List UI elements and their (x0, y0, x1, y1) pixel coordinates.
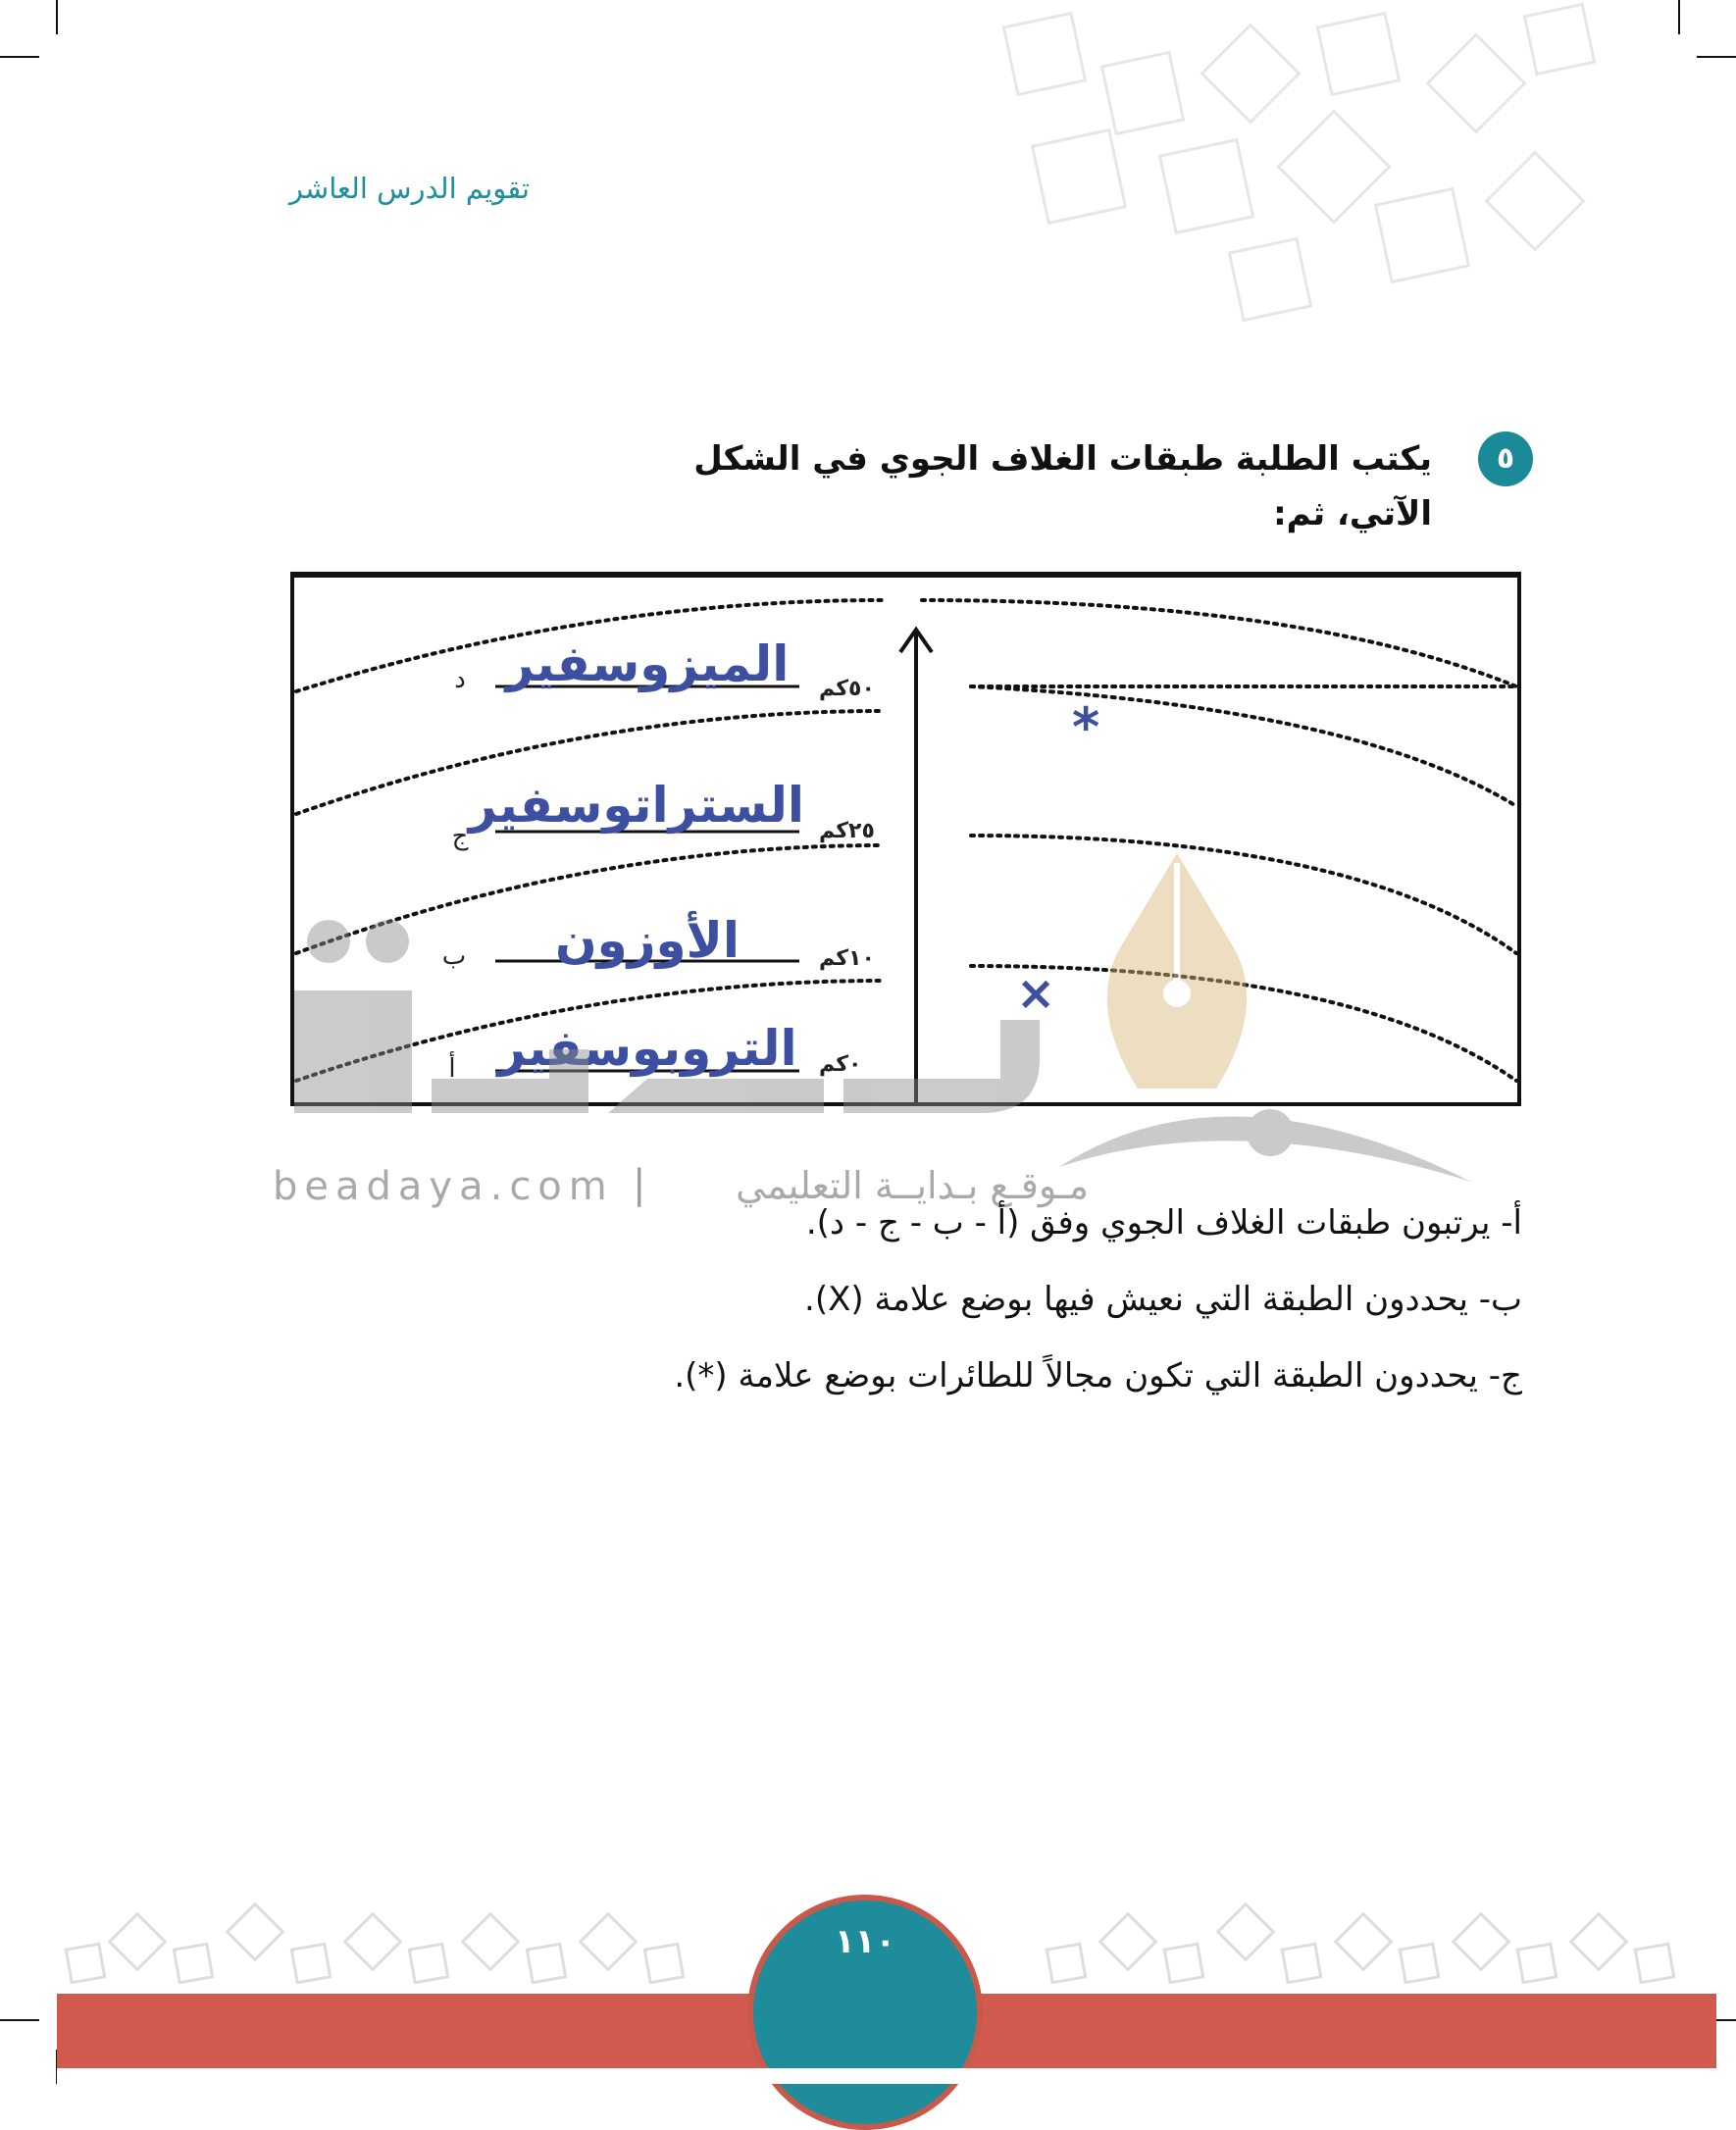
layer-answer-a: التروبوسفير (497, 1020, 797, 1077)
question-number-badge: ٥ (1478, 431, 1533, 486)
watermark-separator: | (633, 1162, 646, 1207)
layer-letter-d: د (454, 665, 466, 694)
x-mark: × (1016, 966, 1056, 1021)
instruction-item-a: أ- يرتبون طبقات الغلاف الجوي وفق (أ - ب - ج - د). (805, 1203, 1522, 1242)
altitude-25km: ٢٥كم (819, 819, 875, 843)
altitude-10km: ١٠كم (819, 946, 875, 971)
watermark-site-name: مـوقـع بـدايــة التعليمي (736, 1164, 1089, 1207)
altitude-0km: ٠كم (819, 1052, 862, 1077)
lesson-title: تقويم الدرس العاشر (288, 172, 530, 205)
layer-letter-a: أ (448, 1054, 456, 1084)
layer-letter-c: ج (451, 822, 469, 851)
layer-answer-d: الميزوسفير (505, 635, 790, 692)
layer-answer-c: الستراتوسفير (468, 777, 804, 834)
page-number: ١١٠ (834, 1922, 896, 1961)
footer-bottom-mask (57, 2068, 1716, 2084)
star-mark: * (1072, 696, 1100, 758)
instruction-item-c: ج- يحددون الطبقة التي تكون مجالاً للطائرات بوضع علامة (*). (674, 1356, 1522, 1395)
layer-answer-b: الأوزون (555, 912, 740, 969)
altitude-50km: ٥٠كم (819, 677, 875, 701)
question-text: يكتب الطلبة طبقات الغلاف الجوي في الشكل الآتي، ثم: (693, 439, 1432, 533)
layer-letter-b: ب (441, 941, 467, 971)
watermark-url: beadaya.com (273, 1164, 614, 1209)
instruction-item-b: ب- يحددون الطبقة التي نعيش فيها بوضع علامة (X). (804, 1280, 1522, 1319)
